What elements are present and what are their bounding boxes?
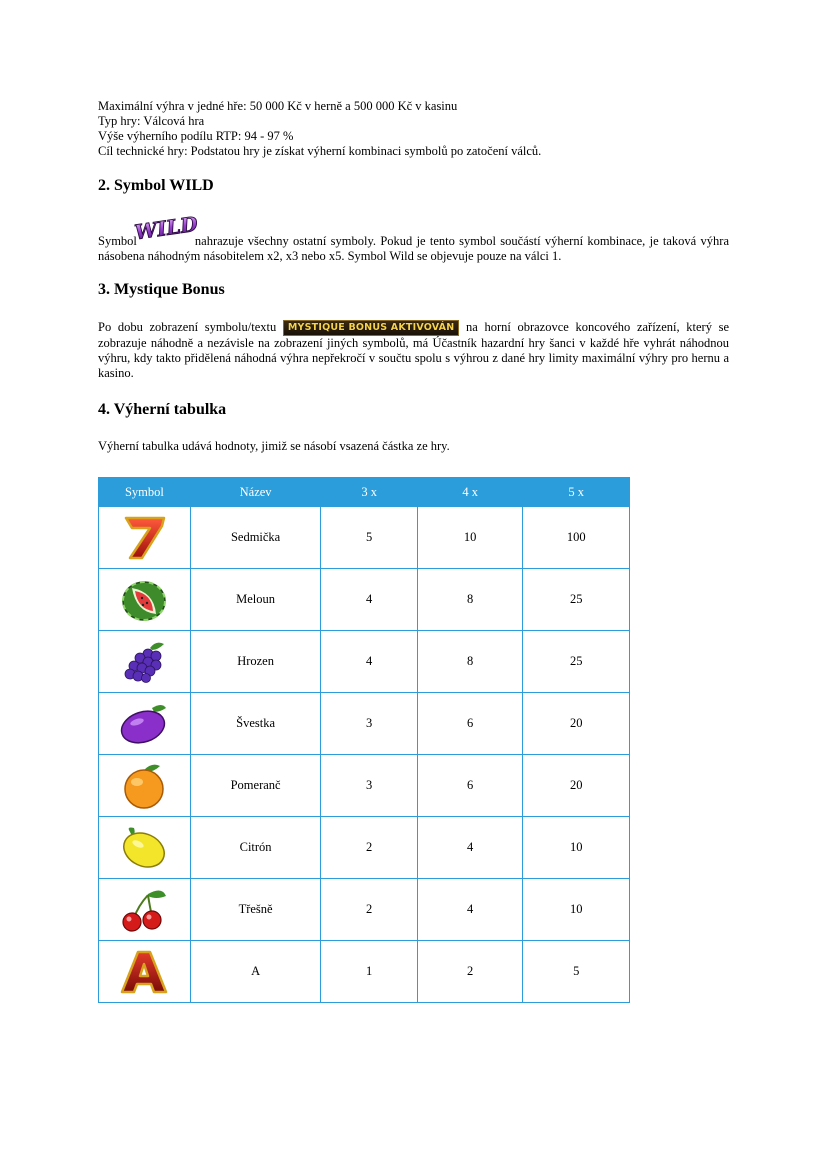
payout-4x: 6 [417,755,523,817]
table-row [99,879,630,941]
payout-5x: 5 [523,941,630,1003]
symbol-name: Hrozen [190,631,321,693]
col-header-3x: 3 x [321,478,418,507]
info-line: Cíl technické hry: Podstatou hry je získat výherní kombinaci symbolů po zatočení válců. [98,144,542,158]
payout-3x: 3 [321,693,418,755]
table-row [99,755,630,817]
symbol-name: A [190,941,321,1003]
payout-3x: 2 [321,879,418,941]
payout-3x: 4 [321,631,418,693]
symbol-name: Pomeranč [190,755,321,817]
mystique-heading: 3. Mystique Bonus [98,281,225,298]
wild-heading: 2. Symbol WILD [98,177,214,194]
payout-5x: 20 [523,755,630,817]
symbol-name: Švestka [190,693,321,755]
table-row [99,817,630,879]
payout-4x: 4 [417,879,523,941]
info-line: Typ hry: Válcová hra [98,114,205,128]
payout-4x: 8 [417,631,523,693]
payout-5x: 20 [523,693,630,755]
lemon-icon [99,817,191,879]
payout-4x: 4 [417,817,523,879]
wild-paragraph [98,205,729,264]
paytable-heading: 4. Výherní tabulka [98,401,227,418]
payout-3x: 4 [321,569,418,631]
game-info [98,99,729,159]
col-header-name: Název [190,478,321,507]
info-line: Maximální výhra v jedné hře: 50 000 Kč v herně a 500 000 Kč v kasinu [98,99,458,113]
table-row [99,569,630,631]
symbol-name: Sedmička [190,507,321,569]
table-row [99,941,630,1003]
plum-icon [99,693,191,755]
mystique-bonus-badge: MYSTIQUE BONUS AKTIVOVÁN [283,320,459,336]
watermelon-icon [99,569,191,631]
paytable-intro: Výherní tabulka udává hodnoty, jimiž se násobí vsazená částka ze hry. [98,439,450,453]
paytable-header-row [99,478,630,507]
payout-5x: 25 [523,569,630,631]
wild-symbol-icon [133,205,200,247]
payout-5x: 25 [523,631,630,693]
payout-4x: 6 [417,693,523,755]
payout-3x: 3 [321,755,418,817]
grapes-icon [99,631,191,693]
cherries-icon [99,879,191,941]
table-row [99,631,630,693]
seven-icon [99,507,191,569]
wild-symbol-text: WILD [133,211,200,245]
payout-3x: 5 [321,507,418,569]
symbol-name: Meloun [190,569,321,631]
col-header-4x: 4 x [417,478,523,507]
wild-text-after: nahrazuje všechny ostatní symboly. Pokud je tento symbol součástí výherní kombinace, je taková výhra násobena náhodným násobitelem x2, x3 nebo x5. Symbol Wild se objevuje pouze na válci 1. [98,234,729,263]
wild-text-before: Symbol [98,234,137,248]
payout-5x: 10 [523,879,630,941]
mystique-paragraph [98,320,729,381]
payout-5x: 10 [523,817,630,879]
paytable [98,477,630,1003]
mystique-text-before: Po dobu zobrazení symbolu/textu [98,320,277,334]
info-line: Výše výherního podílu RTP: 94 - 97 % [98,129,294,143]
col-header-5x: 5 x [523,478,630,507]
symbol-name: Třešně [190,879,321,941]
table-row [99,507,630,569]
payout-3x: 1 [321,941,418,1003]
payout-5x: 100 [523,507,630,569]
col-header-symbol: Symbol [99,478,191,507]
table-row [99,693,630,755]
symbol-name: Citrón [190,817,321,879]
payout-4x: 10 [417,507,523,569]
document-page [98,99,730,978]
mystique-text-after: na horní obrazovce koncového zařízení, který se zobrazuje náhodně a nezávisle na zobrazení jiných symbolů, má Účastník hazardní hry šanci v každé hře vyhrát náhodnou výhru, kdy takto přidělená náhodná výhra nepřekročí v součtu spolu s výhrou z dané hry limity maximální výhry pro hernu a kasino. [98,320,730,380]
orange-icon [99,755,191,817]
payout-4x: 2 [417,941,523,1003]
payout-3x: 2 [321,817,418,879]
payout-4x: 8 [417,569,523,631]
letter-a-icon [99,941,191,1003]
